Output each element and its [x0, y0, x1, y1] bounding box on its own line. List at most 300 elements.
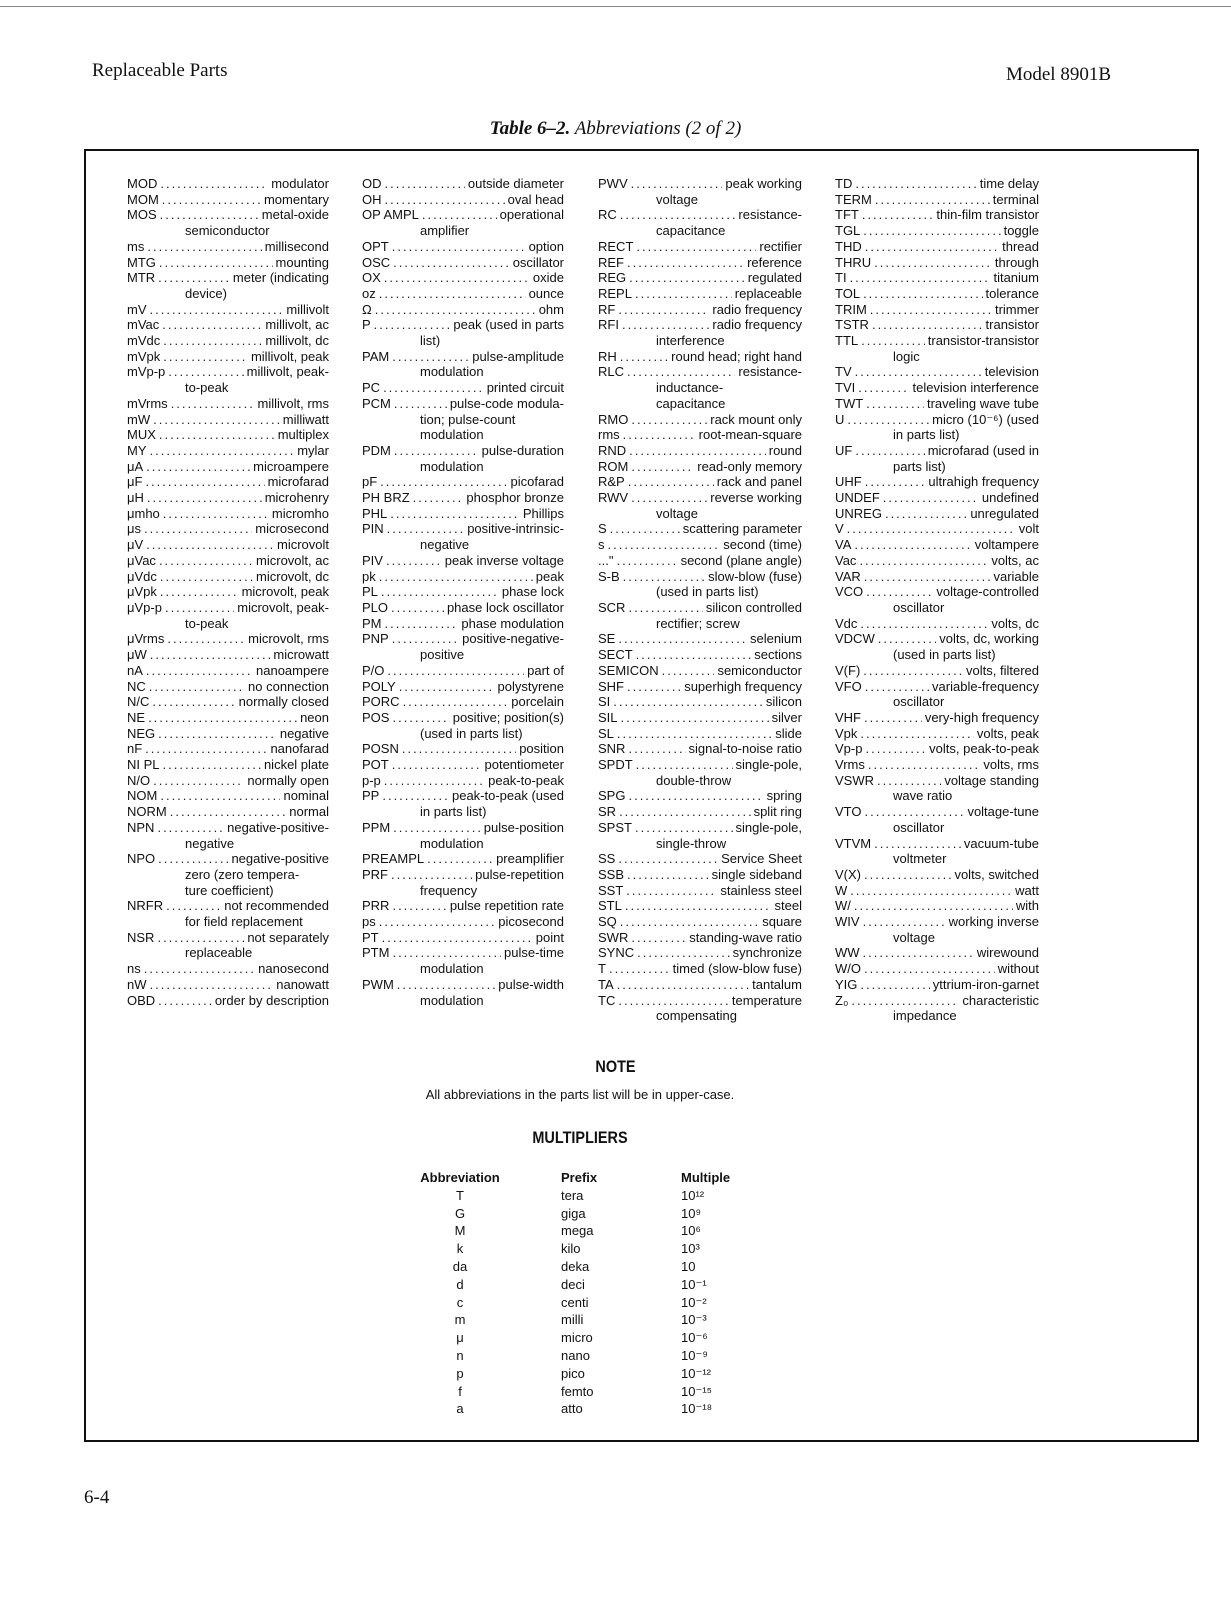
abbreviation-term: mVdc	[127, 333, 161, 349]
dot-leader	[374, 317, 451, 333]
abbreviation-definition: reverse working	[710, 490, 802, 506]
abbreviation-term: SS	[598, 851, 616, 867]
definition-continuation: interference	[656, 333, 725, 349]
dot-leader	[163, 757, 261, 773]
definition-continuation: wave ratio	[893, 788, 953, 804]
abbreviation-entry	[127, 396, 329, 412]
dot-leader	[382, 930, 533, 946]
abbreviation-entry	[835, 757, 1039, 773]
abbreviation-entry	[362, 867, 564, 883]
abbreviation-term: RF	[598, 301, 616, 317]
dot-leader	[626, 883, 717, 899]
abbreviation-term: SR	[598, 804, 617, 820]
dot-leader	[628, 600, 702, 616]
model-number: Model 8901B	[1005, 64, 1111, 85]
dot-leader	[157, 930, 244, 946]
dot-leader	[386, 553, 442, 569]
dot-leader	[851, 993, 959, 1009]
abbreviation-term: PRR	[362, 898, 390, 914]
abbreviation-definition: variable	[993, 568, 1039, 584]
definition-continuation: parts list)	[893, 458, 946, 474]
dot-leader	[385, 192, 505, 208]
abbreviation-term: PNP	[362, 631, 389, 647]
dot-leader	[146, 663, 253, 679]
abbreviation-term: SQ	[598, 914, 617, 930]
abbreviation-definition: microhenry	[264, 490, 329, 506]
abbreviation-entry	[835, 553, 1039, 569]
abbreviation-entry	[362, 349, 564, 365]
abbreviation-definition: volts, switched	[954, 866, 1039, 882]
abbreviation-entry	[127, 490, 329, 506]
abbreviation-term: PM	[362, 615, 382, 631]
dot-leader	[883, 490, 979, 506]
abbreviation-term: S	[598, 521, 607, 537]
abbreviation-entry	[835, 569, 1039, 585]
definition-continuation: in parts list)	[420, 804, 487, 820]
abbreviation-term: TA	[598, 976, 614, 992]
abbreviation-term: PIN	[362, 521, 384, 537]
abbreviation-entry	[127, 443, 329, 459]
abbreviation-term: Z₀	[835, 992, 849, 1008]
abbreviation-definition: potentiometer	[484, 757, 564, 773]
abbreviation-definition: pulse-position	[483, 819, 564, 835]
abbreviation-definition: regulated	[747, 270, 802, 286]
definition-continuation: positive	[420, 647, 465, 663]
abbreviation-definition: peak	[535, 568, 564, 584]
abbreviation-term: PT	[362, 929, 379, 945]
abbreviation-column-3	[598, 176, 802, 1024]
abbreviation-definition: pulse-code modula-	[449, 395, 564, 411]
abbreviation-term: Ω	[362, 301, 372, 317]
definition-continuation: negative	[185, 835, 235, 851]
abbreviation-term: RMO	[598, 411, 629, 427]
definition-continuation: zero (zero tempera-	[185, 866, 300, 882]
definition-continuation: oscillator	[893, 599, 945, 615]
definition-continuation: oscillator	[893, 694, 945, 710]
definition-continuation: amplifier	[420, 223, 470, 239]
abbreviation-entry	[598, 647, 802, 663]
abbreviation-definition: not separately	[247, 929, 329, 945]
dot-leader	[636, 647, 752, 663]
abbreviation-entry	[127, 176, 329, 192]
dot-leader	[393, 255, 510, 271]
abbreviation-definition: order by description	[214, 992, 329, 1008]
multiplier-value: 10⁻¹²	[681, 1365, 711, 1381]
abbreviation-term: mVrms	[127, 395, 168, 411]
dot-leader	[623, 427, 696, 443]
definition-continuation: list)	[420, 333, 441, 349]
dot-leader	[616, 553, 677, 569]
abbreviation-term: PDM	[362, 442, 391, 458]
multiplier-prefix: femto	[561, 1383, 594, 1399]
abbreviation-definition: microfarad (used in	[927, 442, 1039, 458]
abbreviation-term: ns	[127, 961, 141, 977]
dot-leader	[864, 961, 995, 977]
abbreviation-definition: pulse-amplitude	[472, 348, 564, 364]
abbreviation-term: NPO	[127, 851, 156, 867]
dot-leader	[855, 176, 976, 192]
abbreviation-entry	[835, 333, 1039, 349]
header-abbreviation: Abbreviation	[420, 1170, 500, 1185]
dot-leader	[617, 726, 772, 742]
abbreviation-entry	[127, 679, 329, 695]
abbreviation-term: mVp-p	[127, 364, 166, 380]
abbreviation-entry	[835, 223, 1039, 239]
abbreviation-definition: semiconductor	[717, 662, 802, 678]
abbreviation-entry	[598, 804, 802, 820]
dot-leader	[163, 506, 269, 522]
abbreviation-definition: volts, dc, working	[939, 631, 1039, 647]
abbreviation-entry	[835, 490, 1039, 506]
multiplier-abbreviation: μ	[456, 1330, 464, 1346]
abbreviation-entry	[835, 663, 1039, 679]
abbreviation-definition: part of	[527, 662, 564, 678]
abbreviation-definition: pulse repetition rate	[449, 898, 564, 914]
abbreviation-term: TC	[598, 992, 616, 1008]
dot-leader	[628, 474, 714, 490]
dot-leader	[858, 380, 909, 396]
abbreviation-definition: preamplifier	[496, 851, 564, 867]
multiplier-value: 10⁹	[681, 1205, 702, 1221]
dot-leader	[865, 239, 999, 255]
dot-leader	[635, 286, 732, 302]
multiplier-prefix: atto	[561, 1401, 583, 1417]
abbreviation-term: mW	[127, 411, 151, 427]
abbreviation-definition: stainless steel	[720, 882, 802, 898]
abbreviation-definition: option	[528, 238, 564, 254]
multiplier-abbreviation: G	[454, 1205, 466, 1221]
abbreviation-definition: picosecond	[498, 914, 564, 930]
abbreviation-definition: operational	[499, 207, 564, 223]
abbreviation-entry	[835, 176, 1039, 192]
abbreviation-term: T	[598, 961, 606, 977]
abbreviation-definition: positive; position(s)	[452, 709, 564, 725]
abbreviation-definition: point	[535, 929, 564, 945]
abbreviation-definition: mylar	[297, 442, 329, 458]
multiplier-value: 10⁻³	[681, 1312, 707, 1328]
abbreviation-entry	[362, 270, 564, 286]
abbreviation-term: OH	[362, 191, 382, 207]
abbreviation-entry	[127, 741, 329, 757]
dot-leader	[145, 741, 267, 757]
abbreviation-term: W	[835, 882, 848, 898]
abbreviation-entry	[362, 945, 564, 961]
abbreviation-definition: phase lock	[501, 584, 564, 600]
abbreviation-entry	[127, 474, 329, 490]
abbreviation-term: SPG	[598, 788, 626, 804]
abbreviation-term: UHF	[835, 474, 862, 490]
dot-leader	[618, 851, 718, 867]
abbreviation-entry	[598, 521, 802, 537]
abbreviation-entry	[127, 553, 329, 569]
abbreviation-definition: Phillips	[522, 505, 564, 521]
definition-continuation: (used in parts list)	[893, 647, 996, 663]
abbreviation-definition: tolerance	[985, 285, 1039, 301]
abbreviation-definition: pulse-time	[504, 945, 564, 961]
dot-leader	[160, 788, 280, 804]
definition-continuation: compensating	[656, 1008, 737, 1024]
definition-continuation: rectifier; screw	[656, 615, 740, 631]
abbreviation-definition: volts, peak	[976, 725, 1039, 741]
abbreviation-entry	[598, 631, 802, 647]
multiplier-abbreviation: c	[456, 1294, 464, 1310]
multiplier-abbreviation: f	[458, 1383, 462, 1399]
abbreviation-definition: resistance-	[738, 207, 802, 223]
dot-leader	[877, 773, 941, 789]
abbreviation-definition: millisecond	[264, 238, 329, 254]
multiplier-abbreviation: M	[454, 1223, 466, 1239]
abbreviation-entry	[835, 207, 1039, 223]
dot-leader	[392, 631, 459, 647]
dot-leader	[145, 474, 264, 490]
abbreviation-term: VHF	[835, 709, 861, 725]
abbreviation-term: SPDT	[598, 757, 633, 773]
dot-leader	[147, 239, 261, 255]
abbreviation-term: oz	[362, 285, 376, 301]
dot-leader	[627, 364, 735, 380]
dot-leader	[865, 474, 926, 490]
abbreviation-entry	[362, 192, 564, 208]
abbreviation-term: VCO	[835, 584, 864, 600]
abbreviation-term: Vrms	[835, 757, 865, 773]
dot-leader	[392, 945, 501, 961]
abbreviation-entry	[598, 317, 802, 333]
abbreviation-entry	[835, 679, 1039, 695]
dot-leader	[392, 239, 526, 255]
definition-continuation: oscillator	[893, 819, 945, 835]
abbreviation-term: μVac	[127, 552, 156, 568]
dot-leader	[160, 584, 239, 600]
abbreviation-term: SST	[598, 882, 624, 898]
abbreviation-term: V	[835, 521, 844, 537]
abbreviation-term: P	[362, 317, 371, 333]
dot-leader	[171, 396, 255, 412]
abbreviation-term: W/O	[835, 961, 861, 977]
header-prefix: Prefix	[561, 1170, 598, 1185]
abbreviation-definition: negative-positive-	[227, 819, 329, 835]
abbreviation-entry	[835, 883, 1039, 899]
dot-leader	[662, 663, 715, 679]
abbreviation-term: PRF	[362, 866, 388, 882]
abbreviation-entry	[835, 506, 1039, 522]
multiplier-prefix: pico	[561, 1365, 585, 1381]
abbreviation-entry	[362, 914, 564, 930]
abbreviation-entry	[598, 176, 802, 192]
abbreviation-entry	[362, 679, 564, 695]
abbreviation-definition: spring	[766, 788, 802, 804]
dot-leader	[163, 349, 248, 365]
abbreviation-term: μW	[127, 647, 147, 663]
multiplier-value: 10⁻¹⁸	[681, 1401, 713, 1417]
abbreviation-definition: outside diameter	[467, 176, 564, 191]
abbreviation-definition: microampere	[253, 458, 329, 474]
dot-leader	[854, 537, 971, 553]
abbreviation-column-2	[362, 176, 564, 1008]
multiplier-value: 10⁻⁶	[681, 1330, 708, 1346]
abbreviation-entry	[127, 302, 329, 318]
abbreviation-entry	[835, 977, 1039, 993]
abbreviation-definition: split ring	[753, 804, 802, 820]
abbreviation-entry	[127, 521, 329, 537]
abbreviation-definition: working inverse	[948, 914, 1039, 930]
abbreviation-entry	[598, 569, 802, 585]
dot-leader	[160, 569, 253, 585]
abbreviation-entry	[598, 207, 802, 223]
abbreviation-definition: phosphor bronze	[466, 490, 564, 506]
dot-leader	[159, 553, 253, 569]
abbreviation-term: SYNC	[598, 945, 635, 961]
abbreviation-term: ms	[127, 238, 145, 254]
dot-leader	[166, 898, 221, 914]
abbreviation-definition: wirewound	[976, 945, 1039, 961]
abbreviation-entry	[362, 977, 564, 993]
abbreviation-entry	[127, 427, 329, 443]
abbreviation-entry	[598, 553, 802, 569]
abbreviation-entry	[598, 427, 802, 443]
abbreviation-entry	[127, 993, 329, 1009]
dot-leader	[163, 333, 262, 349]
definition-continuation: voltage	[656, 505, 698, 521]
abbreviation-definition: time delay	[979, 176, 1039, 191]
abbreviation-term: TWT	[835, 395, 864, 411]
dot-leader	[874, 836, 961, 852]
dot-leader	[618, 302, 709, 318]
abbreviation-entry	[127, 317, 329, 333]
abbreviation-entry	[127, 239, 329, 255]
abbreviation-definition: nanowatt	[276, 976, 329, 992]
abbreviation-term: TSTR	[835, 317, 869, 333]
abbreviation-definition: voltampere	[974, 537, 1039, 553]
abbreviation-entry	[127, 207, 329, 223]
abbreviation-definition: no connection	[248, 678, 329, 694]
abbreviation-entry	[835, 380, 1039, 396]
abbreviation-definition: negative	[279, 725, 329, 741]
header-multiple: Multiple	[681, 1170, 731, 1185]
abbreviation-entry	[835, 192, 1039, 208]
dot-leader	[613, 694, 763, 710]
abbreviation-term: OSC	[362, 254, 391, 270]
abbreviation-entry	[598, 993, 802, 1009]
dot-leader	[863, 223, 1000, 239]
abbreviation-entry	[127, 930, 329, 946]
multiplier-value: 10⁻¹	[681, 1276, 707, 1292]
abbreviation-term: Vpk	[835, 725, 858, 741]
abbreviation-entry	[127, 255, 329, 271]
abbreviation-term: SE	[598, 631, 616, 647]
multiplier-value: 10⁻¹⁵	[681, 1383, 713, 1399]
dot-leader	[413, 490, 464, 506]
abbreviation-entry	[362, 851, 564, 867]
abbreviation-term: TVI	[835, 380, 856, 396]
dot-leader	[158, 851, 228, 867]
abbreviation-definition: timed (slow-blow fuse)	[672, 961, 802, 977]
table-title	[0, 118, 1231, 140]
abbreviation-entry	[362, 930, 564, 946]
dot-leader	[620, 914, 759, 930]
abbreviation-definition: unregulated	[970, 505, 1039, 521]
definition-continuation: negative	[420, 537, 470, 553]
abbreviation-term: PPM	[362, 819, 391, 835]
abbreviation-entry	[127, 333, 329, 349]
dot-leader	[631, 459, 694, 475]
abbreviation-entry	[362, 741, 564, 757]
abbreviation-entry	[835, 270, 1039, 286]
abbreviation-entry	[362, 286, 564, 302]
abbreviation-term: S-B	[598, 568, 620, 584]
dot-leader	[866, 396, 924, 412]
abbreviation-entry	[127, 459, 329, 475]
abbreviation-definition: millivolt, ac	[265, 317, 329, 333]
abbreviation-definition: nanoampere	[256, 662, 329, 678]
abbreviation-definition: silicon	[765, 694, 802, 710]
abbreviation-term: PWV	[598, 176, 628, 191]
abbreviation-term: VDCW	[835, 631, 875, 647]
multiplier-prefix: kilo	[561, 1241, 581, 1257]
abbreviation-term: PORC	[362, 694, 400, 710]
dot-leader	[392, 898, 446, 914]
abbreviation-definition: voltage-tune	[967, 804, 1039, 820]
abbreviation-term: POS	[362, 709, 390, 725]
abbreviation-term: R&P	[598, 474, 625, 490]
dot-leader	[878, 631, 937, 647]
abbreviation-definition: momentary	[263, 191, 329, 207]
abbreviation-term: PREAMPL	[362, 851, 425, 867]
abbreviation-entry	[598, 820, 802, 836]
table-caption: Abbreviations (2 of 2)	[574, 118, 742, 139]
abbreviation-definition: pulse-duration	[481, 442, 564, 458]
abbreviation-entry	[598, 490, 802, 506]
dot-leader	[160, 207, 259, 223]
abbreviation-entry	[598, 255, 802, 271]
abbreviation-definition: phase modulation	[461, 615, 564, 631]
dot-leader	[864, 569, 991, 585]
abbreviation-entry	[598, 914, 802, 930]
abbreviation-term: PAM	[362, 348, 390, 364]
dot-leader	[855, 443, 924, 459]
abbreviation-definition: rectifier	[759, 238, 802, 254]
multiplier-prefix: deci	[561, 1276, 585, 1292]
multiplier-abbreviation: d	[456, 1276, 464, 1292]
abbreviation-term: NOM	[127, 788, 158, 804]
abbreviation-entry	[127, 192, 329, 208]
multiplier-value: 10	[681, 1258, 696, 1274]
abbreviation-term: TOL	[835, 285, 861, 301]
dot-leader	[392, 757, 482, 773]
abbreviation-definition: trimmer	[994, 301, 1039, 317]
abbreviation-definition: very-high frequency	[924, 709, 1039, 725]
section-title: Replaceable Parts	[92, 60, 228, 81]
dot-leader	[627, 255, 744, 271]
definition-continuation: in parts list)	[893, 427, 960, 443]
dot-leader	[860, 977, 929, 993]
multiplier-abbreviation: a	[456, 1401, 464, 1417]
dot-leader	[391, 867, 472, 883]
abbreviation-entry	[362, 255, 564, 271]
abbreviation-entry	[362, 176, 564, 192]
abbreviation-entry	[362, 506, 564, 522]
abbreviation-entry	[835, 726, 1039, 742]
abbreviation-definition: voltage-controlled	[936, 584, 1039, 600]
abbreviation-entry	[835, 474, 1039, 490]
abbreviation-entry	[598, 898, 802, 914]
dot-leader	[864, 867, 951, 883]
abbreviation-definition: microvolt, rms	[248, 631, 329, 647]
dot-leader	[385, 616, 459, 632]
dot-leader	[427, 851, 493, 867]
abbreviation-term: SECT	[598, 647, 633, 663]
abbreviation-term: p-p	[362, 772, 381, 788]
dot-leader	[861, 333, 925, 349]
